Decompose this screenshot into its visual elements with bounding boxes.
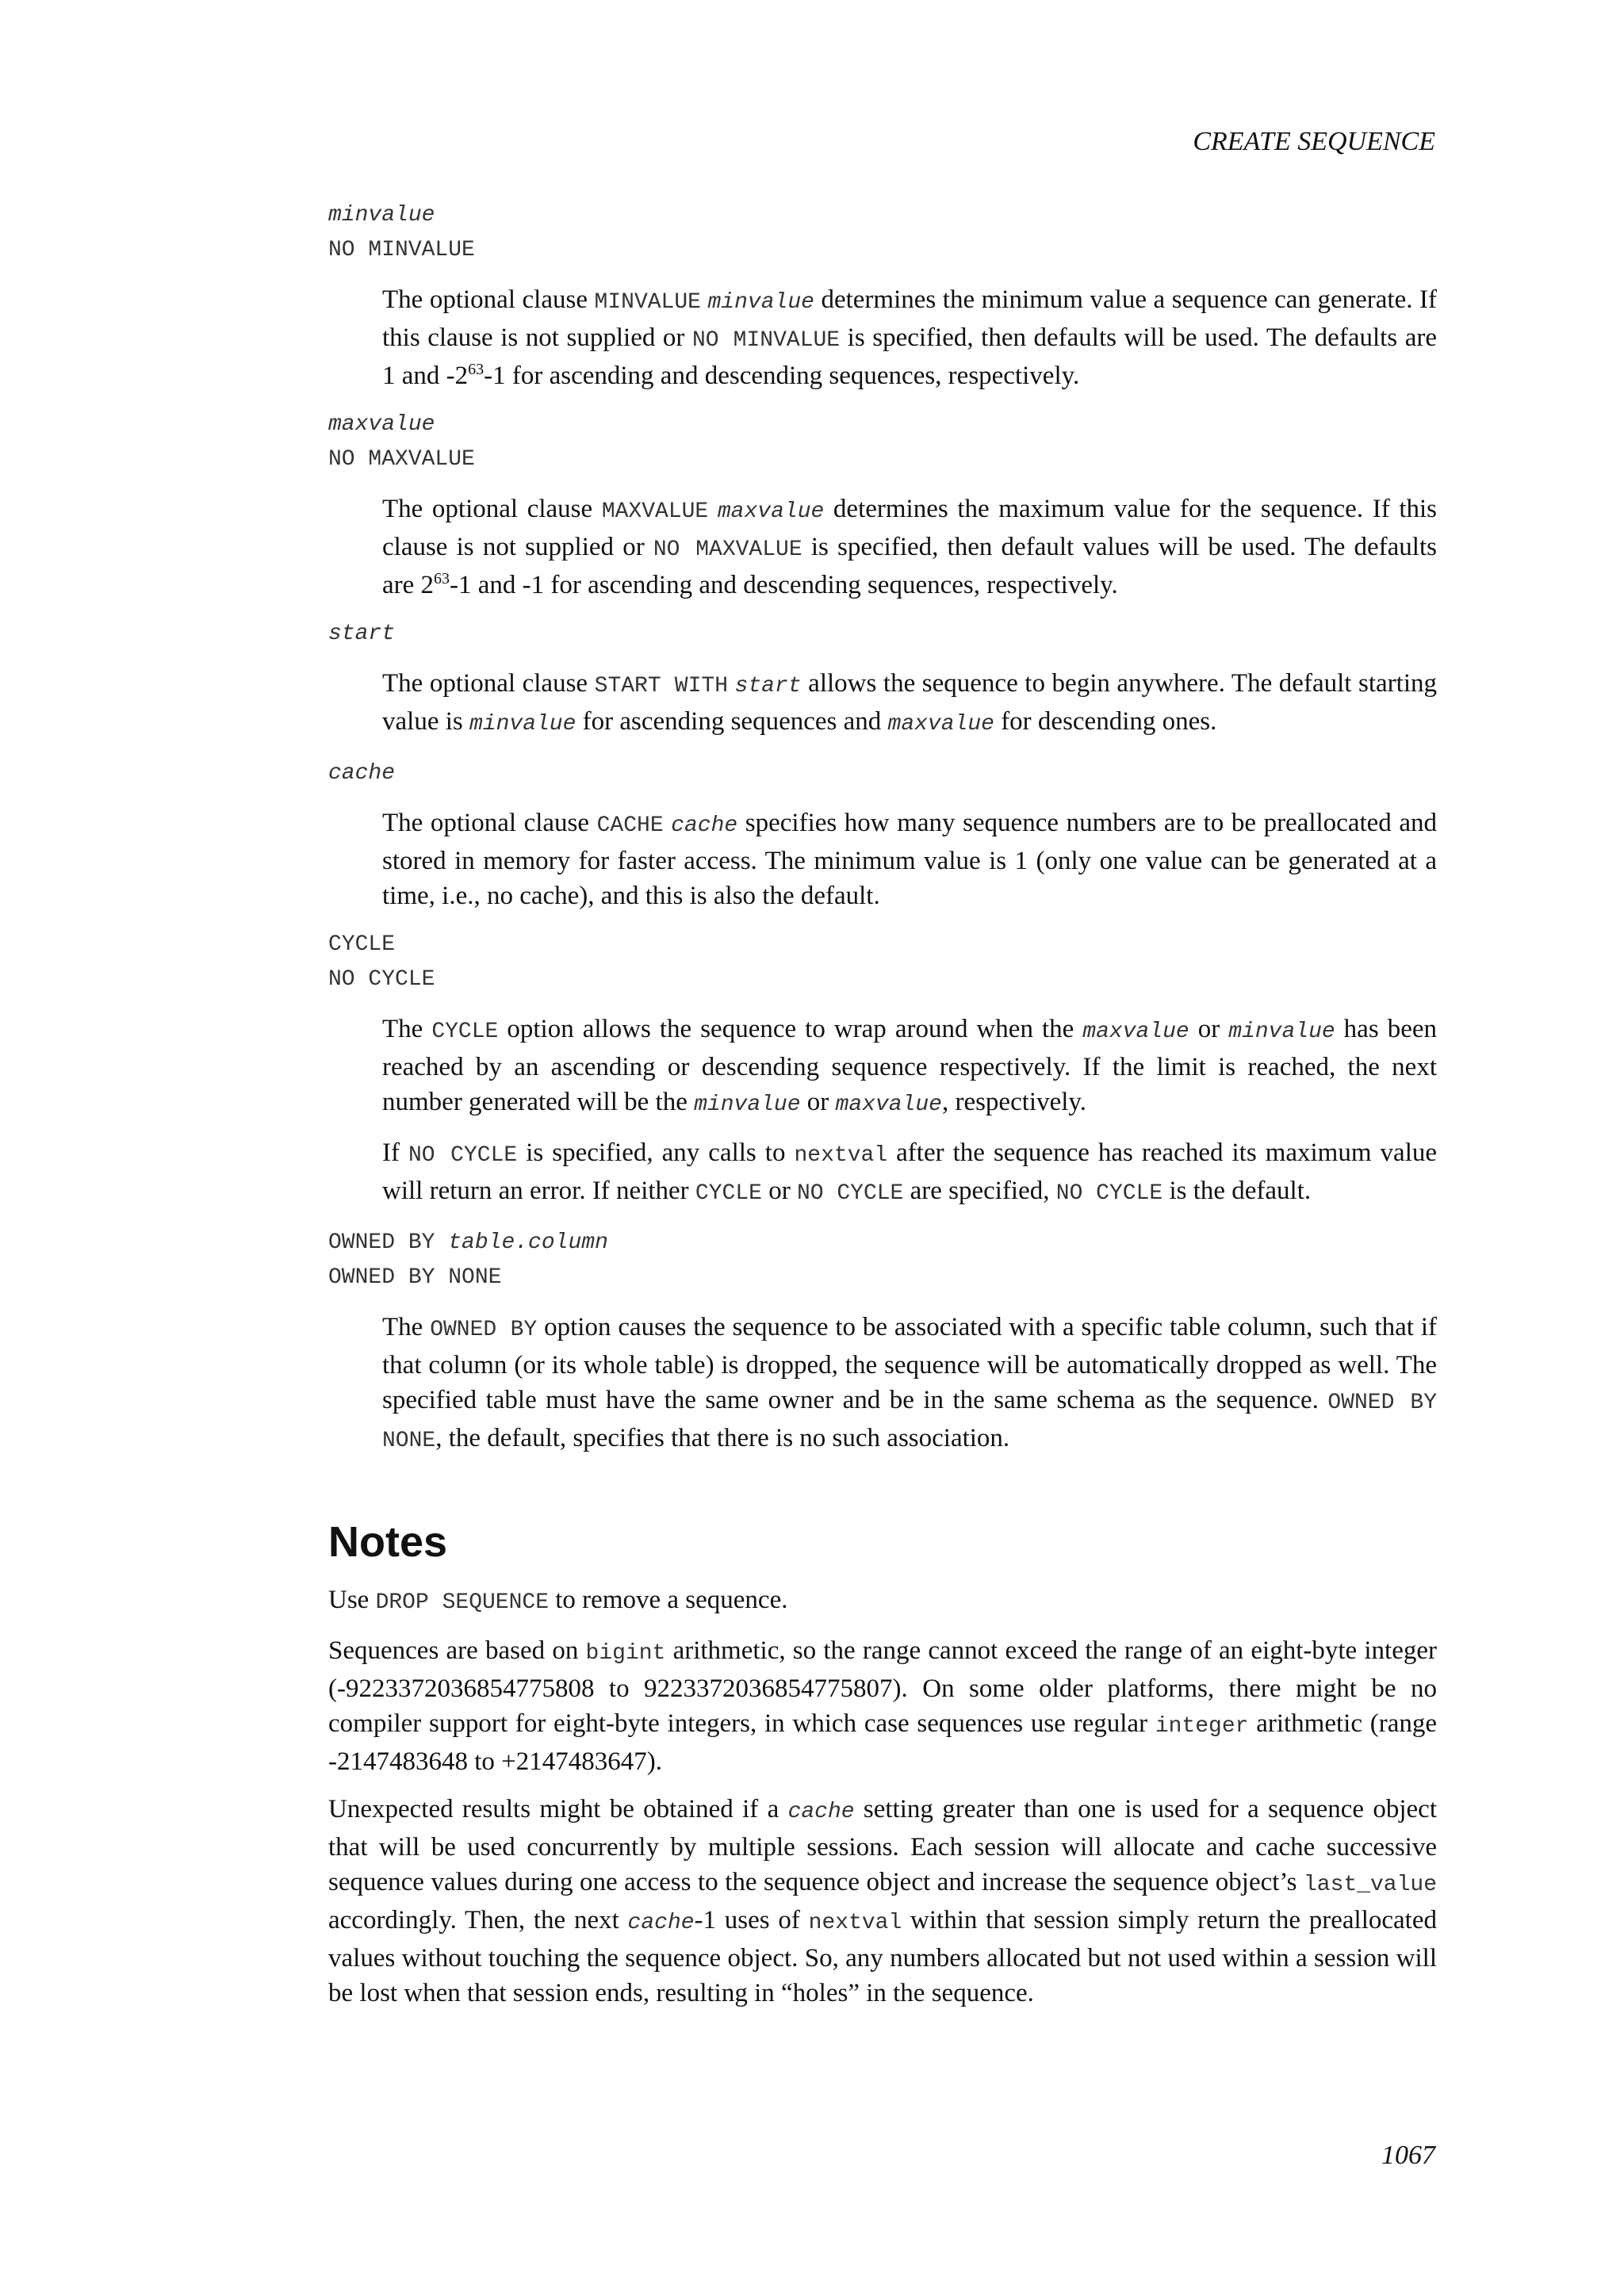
paragraph <box>382 1012 1437 1123</box>
code: OWNED BY NONE <box>382 1391 1438 1453</box>
code-param: maxvalue <box>717 499 825 524</box>
text: are specified, <box>903 1177 1056 1205</box>
code-param: minvalue <box>469 712 576 737</box>
text: The <box>382 1313 431 1341</box>
definition-maxvalue <box>382 492 1437 603</box>
code-param: cache <box>787 1800 855 1824</box>
text: to remove a sequence. <box>549 1586 788 1614</box>
text: accordingly. Then, the next <box>328 1906 628 1934</box>
text: Sequences are based on <box>328 1636 586 1665</box>
text: determines the minimum value a sequence can generate. If this clause is not supplied or <box>382 285 1438 352</box>
text: is specified, any calls to <box>517 1138 795 1167</box>
code-param: cache <box>671 813 738 838</box>
code-param: minvalue <box>1228 1020 1335 1044</box>
code: CACHE <box>596 813 664 838</box>
term-keyword: OWNED BY <box>328 1230 449 1255</box>
term-name: table.column <box>448 1230 608 1255</box>
code: last_value <box>1303 1873 1437 1897</box>
text: The optional clause <box>382 669 595 698</box>
superscript: 63 <box>468 361 485 378</box>
code: CYCLE <box>695 1181 762 1206</box>
text: -1 for ascending and descending sequences, respectively. <box>484 362 1080 390</box>
code-param: cache <box>627 1911 695 1935</box>
text: for ascending sequences and <box>576 707 888 736</box>
definition-owned-by <box>382 1310 1437 1459</box>
text: or <box>1189 1015 1229 1043</box>
code-param: minvalue <box>694 1093 801 1117</box>
code: OWNED BY <box>430 1318 538 1342</box>
term-no-maxvalue: NO MAXVALUE <box>328 447 475 472</box>
paragraph <box>382 492 1437 603</box>
text: within that session simply return the preallocated values without touching the sequence object. So, any numbers allocated but not used within a session will be lost when that session ends, resulting in “holes” in the sequence. <box>328 1906 1437 2007</box>
definition-cache <box>382 806 1437 913</box>
code: NO MAXVALUE <box>653 538 802 562</box>
text: or <box>761 1177 797 1205</box>
text: The optional clause <box>382 285 595 314</box>
text: If <box>382 1138 408 1167</box>
text: The optional clause <box>382 495 602 523</box>
text: arithmetic, so the range cannot exceed the range of an eight-byte integer (-9223372036854775808 to 9223372036854775807). On some older platforms, there might be no compiler support for eight-byte integers, in which case sequences use regular <box>328 1636 1437 1738</box>
section-heading-notes: Notes <box>328 1518 448 1566</box>
text: is the default. <box>1162 1177 1312 1205</box>
term-maxvalue <box>328 408 1437 442</box>
term-name: cache <box>328 761 396 786</box>
text: The <box>382 1015 432 1043</box>
term-no-minvalue: NO MINVALUE <box>328 238 475 262</box>
code: nextval <box>808 1911 902 1935</box>
superscript: 63 <box>434 570 450 587</box>
code: MINVALUE <box>594 290 701 315</box>
paragraph <box>328 1633 1437 1779</box>
text: is specified, then default values will be used. The defaults are 2 <box>382 533 1437 599</box>
code: DROP SEQUENCE <box>375 1590 550 1615</box>
paragraph <box>328 1582 1437 1621</box>
text: Use <box>328 1586 376 1614</box>
text: The optional clause <box>382 809 597 837</box>
text: is specified, then defaults will be used. The defaults are 1 and -2 <box>382 323 1437 390</box>
text: arithmetic (range -2147483648 to +2147483647). <box>328 1709 1437 1776</box>
code: NO CYCLE <box>796 1181 904 1206</box>
code: NO MINVALUE <box>691 328 841 353</box>
paragraph <box>382 1135 1437 1211</box>
paragraph <box>382 806 1437 913</box>
paragraph <box>382 666 1437 742</box>
text: setting greater than one is used for a sequence object that will be used concurrently by multiple sessions. Each session will allocate and cache successive sequence values during one access to the sequence object and increase the sequence object’s <box>328 1795 1437 1896</box>
code: integer <box>1155 1714 1249 1739</box>
code-param: minvalue <box>707 290 814 315</box>
text: after the sequence has reached its maximum value will return an error. If neither <box>382 1138 1438 1205</box>
code-param: maxvalue <box>887 712 994 737</box>
text: determines the maximum value for the sequence. If this clause is not supplied or <box>382 495 1437 561</box>
definition-start <box>382 666 1437 742</box>
code-param: maxvalue <box>1082 1020 1189 1044</box>
text: , respectively. <box>941 1088 1086 1116</box>
text: -1 and -1 for ascending and descending sequences, respectively. <box>450 571 1118 599</box>
term-owned-by <box>328 1226 1437 1261</box>
term-minvalue <box>328 198 1437 233</box>
definition-minvalue <box>382 282 1437 393</box>
text: specifies how many sequence numbers are to be preallocated and stored in memory for faster access. The minimum value is 1 (only one value can be generated at a time, i.e., no cache), and this is also the default. <box>382 809 1438 910</box>
code: NO CYCLE <box>408 1143 518 1168</box>
text: allows the sequence to begin anywhere. The default starting value is <box>382 669 1437 736</box>
text: has been reached by an ascending or descending sequence respectively. If the limit is reached, the next number generated will be the <box>382 1015 1437 1116</box>
text: option allows the sequence to wrap around when the <box>498 1015 1083 1043</box>
page-number: 1067 <box>1381 2141 1435 2170</box>
paragraph <box>382 1310 1437 1459</box>
text: Unexpected results might be obtained if a <box>328 1795 788 1823</box>
term-name: start <box>328 622 396 646</box>
code-param: start <box>734 674 802 698</box>
term-cache <box>328 756 1437 791</box>
code: START WITH <box>594 674 728 698</box>
code: CYCLE <box>431 1020 499 1044</box>
page-content <box>328 198 1437 2023</box>
text: or <box>800 1088 836 1116</box>
code: MAXVALUE <box>601 499 709 524</box>
definition-cycle <box>382 1012 1437 1211</box>
text: -1 uses of <box>694 1906 809 1934</box>
term-name: maxvalue <box>328 412 435 437</box>
term-owned-by-none: OWNED BY NONE <box>328 1265 502 1290</box>
notes-section <box>328 1582 1437 2011</box>
text: option causes the sequence to be associated with a specific table column, such that if that column (or its whole table) is dropped, the sequence will be automatically dropped as well. The specified table must have the same owner and be in the same schema as the sequence. <box>382 1313 1437 1414</box>
code: bigint <box>585 1641 666 1666</box>
paragraph <box>328 1792 1437 2011</box>
term-cycle: CYCLE <box>328 932 396 957</box>
code: nextval <box>794 1143 888 1168</box>
text: , the default, specifies that there is no such association. <box>435 1424 1010 1452</box>
paragraph <box>382 282 1437 393</box>
term-no-cycle: NO CYCLE <box>328 967 435 992</box>
term-start <box>328 617 1437 652</box>
code-param: maxvalue <box>835 1093 942 1117</box>
code: NO CYCLE <box>1055 1181 1163 1206</box>
running-header: CREATE SEQUENCE <box>1193 127 1435 156</box>
term-name: minvalue <box>328 203 435 228</box>
text: for descending ones. <box>994 707 1217 736</box>
